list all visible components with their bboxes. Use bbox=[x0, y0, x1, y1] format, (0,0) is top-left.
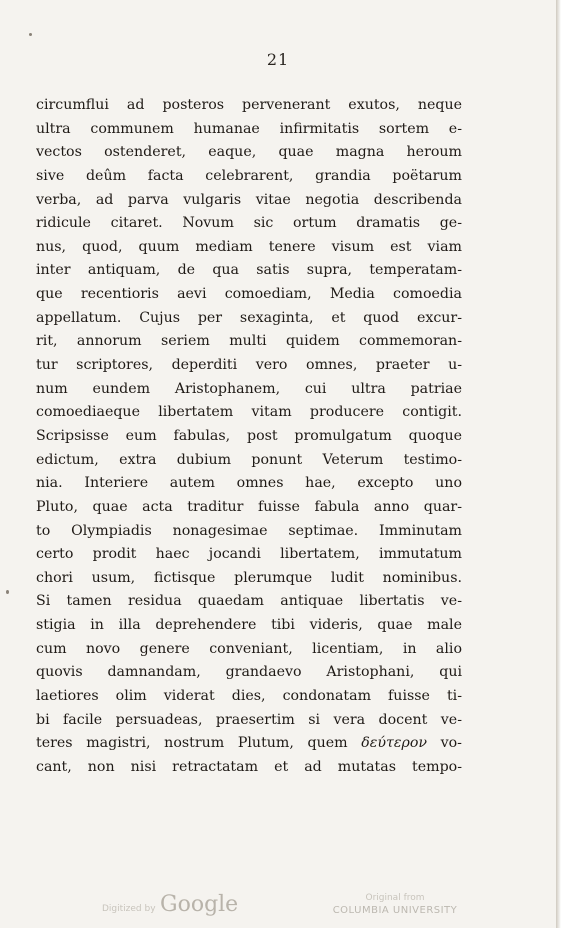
ink-speck bbox=[6, 590, 9, 594]
text-line: rit, annorum seriem multi quidem commemoran- bbox=[36, 333, 462, 350]
original-from-label: Original from bbox=[365, 893, 425, 903]
text-line: bi facile persuadeas, praesertim si vera docent ve- bbox=[36, 711, 462, 728]
text-line: quovis damnandam, grandaevo Aristophani, qui bbox=[36, 664, 462, 681]
page-number: 21 bbox=[266, 50, 290, 69]
ink-speck bbox=[29, 33, 32, 36]
text-line: nus, quod, quum mediam tenere visum est viam bbox=[36, 238, 462, 255]
scan-watermark bbox=[0, 892, 556, 922]
text-line: verba, ad parva vulgaris vitae negotia describenda bbox=[36, 191, 462, 208]
text-line: vectos ostenderet, eaque, quae magna heroum bbox=[36, 144, 462, 161]
text-line: ridicule citaret. Novum sic ortum dramatis ge- bbox=[36, 215, 462, 232]
page-edge bbox=[556, 0, 561, 928]
text-line: circumflui ad posteros pervenerant exutos, neque bbox=[36, 97, 462, 113]
text-line-with-greek bbox=[36, 732, 462, 756]
text-line: Pluto, quae acta traditur fuisse fabula anno quar- bbox=[36, 498, 462, 515]
university-label: COLUMBIA UNIVERSITY bbox=[332, 905, 458, 916]
text-line: to Olympiadis nonagesimae septimae. Imminutam bbox=[36, 522, 462, 539]
text-line-start: teres magistri, nostrum Plutum, quem bbox=[36, 735, 348, 752]
text-line: que recentioris aevi comoediam, Media comoedia bbox=[36, 286, 462, 303]
text-line: ultra communem humanae infirmitatis sortem e- bbox=[36, 120, 462, 137]
text-line: num eundem Aristophanem, cui ultra patriae bbox=[36, 380, 462, 397]
text-line: edictum, extra dubium ponunt Veterum testimo- bbox=[36, 451, 462, 468]
text-line-end: vo- bbox=[440, 735, 462, 752]
text-line: cant, non nisi retractatam et ad mutatas tempo- bbox=[36, 758, 462, 775]
text-line: chori usum, fictisque plerumque ludit nominibus. bbox=[36, 569, 462, 586]
text-line: inter antiquam, de qua satis supra, temperatam- bbox=[36, 262, 462, 279]
text-line: cum novo genere conveniant, licentiam, in alio bbox=[36, 640, 462, 657]
digitized-by-label: Digitized by bbox=[102, 904, 156, 914]
text-line: comoediaeque libertatem vitam producere contigit. bbox=[36, 404, 462, 421]
text-line: appellatum. Cujus per sexaginta, et quod excur- bbox=[36, 309, 462, 326]
google-logo: Google bbox=[160, 892, 239, 917]
text-line: sive deûm facta celebrarent, grandia poëtarum bbox=[36, 167, 462, 184]
text-line: tur scriptores, deperditi vero omnes, praeter u- bbox=[36, 357, 462, 374]
text-line: certo prodit haec jocandi libertatem, immutatum bbox=[36, 546, 462, 563]
text-line: nia. Interiere autem omnes hae, excepto uno bbox=[36, 475, 462, 492]
text-line: laetiores olim viderat dies, condonatam fuisse ti- bbox=[36, 688, 462, 705]
text-line: Scripsisse eum fabulas, post promulgatum quoque bbox=[36, 427, 462, 444]
greek-word: δεύτερον bbox=[361, 735, 427, 752]
text-line: Si tamen residua quaedam antiquae libertatis ve- bbox=[36, 593, 462, 610]
text-line: stigia in illa deprehendere tibi videris, quae male bbox=[36, 617, 462, 634]
body-text bbox=[36, 94, 462, 780]
